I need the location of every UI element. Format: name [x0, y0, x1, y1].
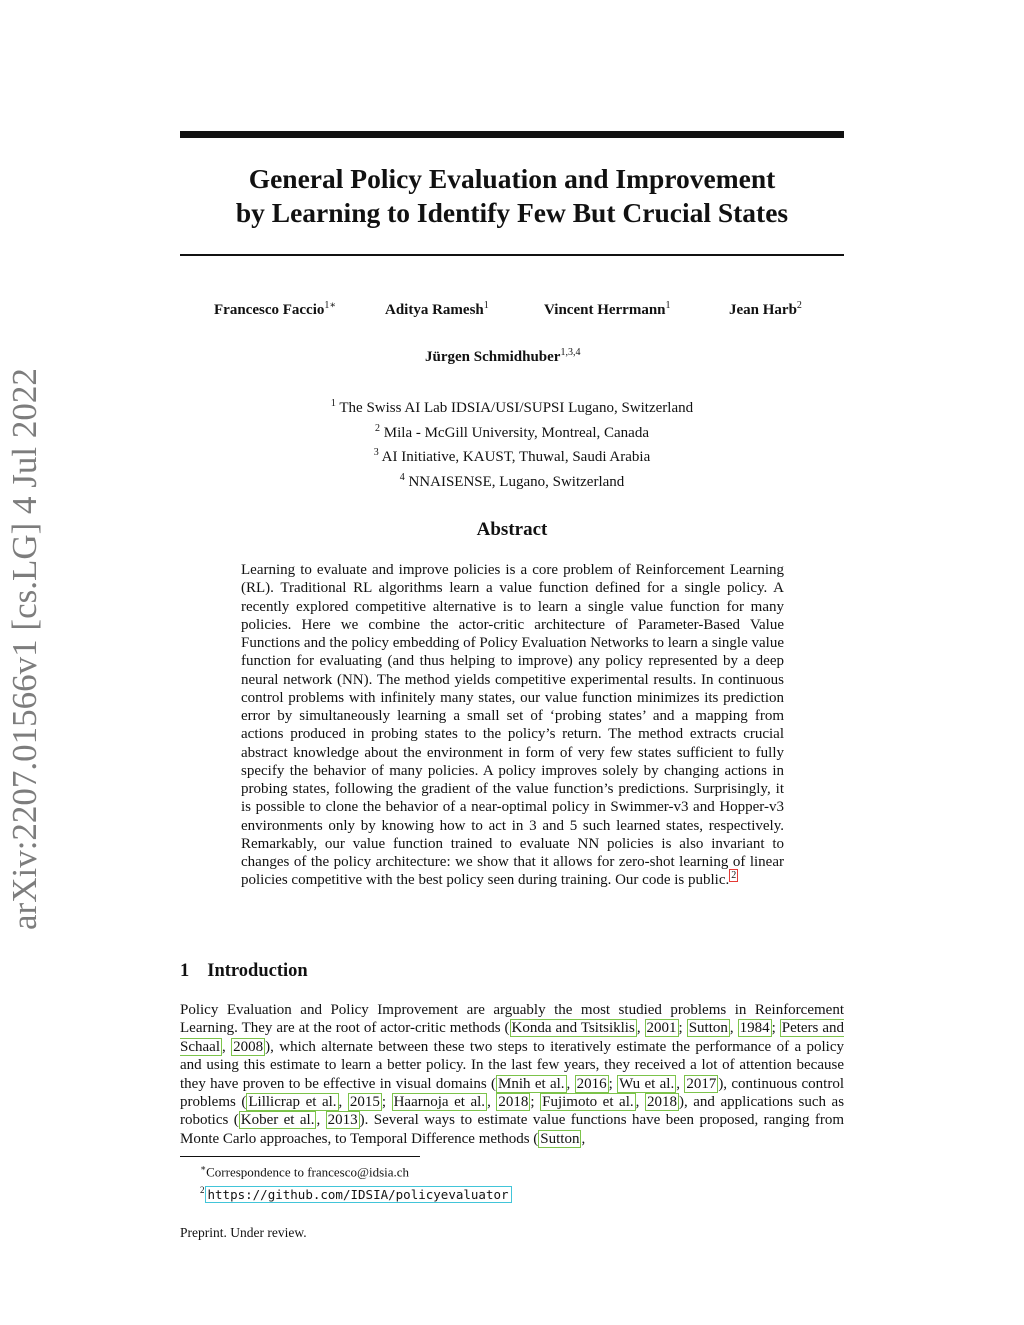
- section-title: Introduction: [207, 961, 308, 981]
- affil-text: The Swiss AI Lab IDSIA/USI/SUPSI Lugano, Switzerland: [339, 400, 694, 416]
- citation-year-link[interactable]: 2018: [646, 1094, 677, 1111]
- author-faccio: [214, 300, 336, 319]
- affiliation-1: [180, 394, 844, 419]
- citation-year-link[interactable]: 1984: [739, 1020, 770, 1037]
- footnote-code-url: [200, 1181, 512, 1203]
- affil-text: NNAISENSE, Lugano, Switzerland: [408, 473, 625, 490]
- title-rule-top: [180, 131, 844, 138]
- affil-num: 1: [330, 398, 336, 409]
- footnote-divider: [180, 1156, 420, 1157]
- author-herrmann: [544, 300, 671, 319]
- section-heading: [180, 961, 308, 982]
- intro-text: ), continuous control problems (: [180, 1075, 845, 1111]
- intro-sep: ,: [729, 1020, 738, 1037]
- affil-text: AI Initiative, KAUST, Thuwal, Saudi Arabia: [381, 449, 651, 465]
- abstract-text: Learning to evaluate and improve policies is a core problem of Reinforcement Learning (RL). Traditional RL algorithms learn a value function defined for a single policy. A recently explored competitive alternative is to learn a single value function for many policies. Here we combine the actor-critic architecture of Parameter-Based Value Functions and the policy embedding of Policy Evaluation Networks to learn a single value function for evaluating (and thus helping to improve) any policy represented by a deep neural network (NN). The method yields competitive experimental results. In continuous control problems with infinitely many states, our value function minimizes its prediction error by simultaneously learning a small set of ‘probing states’ and a mapping from actions produced in probing states to the policy’s return. The method extracts crucial abstract knowledge about the environment in form of very few states sufficient to fully specify the behavior of many policies. A policy improves solely by changing actions in probing states, following the gradient of the value function’s predictions. Surprisingly, it is possible to clone the behavior of a near-optimal policy in Swimmer-v3 and Hopper-v3 environments only by knowing how to act in 3 and 5 such learned states, respectively. Remarkably, our value function trained to evaluate NN policies is also invariant to changes of the policy architecture: we show that it allows for zero-shot learning of linear policies competitive with the best policy seen during training. Our code is public.: [241, 562, 784, 889]
- author-name: Vincent Herrmann: [544, 302, 666, 318]
- intro-sep: ,: [676, 1075, 685, 1092]
- preprint-note: Preprint. Under review.: [180, 1225, 307, 1240]
- author-schmidhuber: [425, 347, 580, 366]
- intro-sep: ,: [338, 1094, 348, 1111]
- intro-sep: ,: [221, 1038, 232, 1055]
- title-rule-bottom: [180, 254, 844, 256]
- citation-link[interactable]: Haarnoja et al.: [393, 1094, 486, 1111]
- affiliation-3: [180, 443, 844, 468]
- intro-text: Policy Evaluation and Policy Improvement are arguably the most studied problems in Reinforcement Learning. They are at the root of actor-critic methods (: [180, 1002, 844, 1037]
- citation-link[interactable]: Wu et al.: [619, 1075, 675, 1092]
- intro-text: ), and applications such as robotics (: [180, 1094, 845, 1129]
- affil-num: 3: [373, 447, 379, 458]
- author-affil-mark: 1∗: [324, 300, 337, 311]
- citation-link[interactable]: Lillicrap et al.: [248, 1094, 337, 1111]
- affil-text: Mila - McGill University, Montreal, Canada: [383, 424, 649, 441]
- intro-text: ). Several ways to estimate value functions have been proposed, ranging from Monte Carlo approaches, to Temporal Difference methods (: [180, 1112, 845, 1147]
- footnote-link-2[interactable]: 2: [731, 870, 737, 882]
- section-number: 1: [180, 961, 190, 981]
- author-affil-mark: 2: [796, 300, 802, 311]
- intro-sep: ,: [566, 1075, 575, 1092]
- author-affil-mark: 1: [483, 300, 489, 311]
- author-harb: [729, 300, 802, 319]
- paper-title: [180, 162, 844, 230]
- intro-sep: ;: [771, 1020, 780, 1037]
- affiliations: [180, 394, 844, 492]
- author-name: Jean Harb: [729, 302, 797, 318]
- affiliation-2: [180, 419, 844, 444]
- intro-sep: ;: [530, 1094, 541, 1111]
- affil-num: 2: [375, 422, 381, 434]
- author-name: Jürgen Schmidhuber: [425, 349, 561, 365]
- citation-link[interactable]: Fujimoto et al.: [542, 1094, 634, 1111]
- intro-sep: ;: [381, 1094, 392, 1111]
- citation-link[interactable]: Kober et al.: [240, 1112, 315, 1129]
- citation-year-link[interactable]: 2016: [576, 1075, 607, 1092]
- author-name: Francesco Faccio: [214, 302, 325, 318]
- title-line-1: General Policy Evaluation and Improvement: [248, 163, 776, 194]
- citation-link[interactable]: Sutton: [688, 1020, 728, 1037]
- affil-num: 4: [399, 471, 405, 483]
- intro-paragraph: [180, 1001, 844, 1148]
- footnotes: [200, 1159, 512, 1204]
- author-name: Aditya Ramesh: [385, 302, 484, 318]
- author-affil-mark: 1: [665, 300, 671, 311]
- citation-year-link[interactable]: 2013: [327, 1112, 358, 1129]
- author-affil-mark: 1,3,4: [560, 347, 581, 358]
- citation-year-link[interactable]: 2018: [498, 1094, 529, 1111]
- abstract-heading: Abstract: [476, 519, 548, 540]
- intro-sep: ;: [608, 1075, 618, 1092]
- citation-year-link[interactable]: 2001: [646, 1020, 677, 1037]
- intro-sep: ,: [316, 1112, 326, 1129]
- arxiv-stamp: arXiv:2207.01566v1 [cs.LG] 4 Jul 2022: [5, 368, 44, 930]
- citation-link[interactable]: Sutton: [540, 1130, 580, 1147]
- citation-year-link[interactable]: 2017: [686, 1075, 717, 1092]
- code-url-link[interactable]: https://github.com/IDSIA/policyevaluator: [205, 1186, 512, 1203]
- citation-link[interactable]: Konda and Tsitsiklis: [511, 1020, 635, 1037]
- intro-sep: ,: [487, 1094, 497, 1111]
- author-ramesh: [385, 300, 489, 319]
- citation-year-link[interactable]: 2015: [349, 1094, 380, 1111]
- title-line-2: by Learning to Identify Few But Crucial States: [235, 197, 789, 228]
- citation-year-link[interactable]: 2008: [233, 1038, 264, 1055]
- footnote-correspondence: [200, 1159, 512, 1181]
- affiliation-4: [180, 468, 844, 493]
- intro-sep: ;: [678, 1020, 687, 1037]
- intro-sep: ,: [635, 1094, 645, 1111]
- footnote-mark: ∗: [200, 1163, 207, 1173]
- footnote-text: Correspondence to francesco@idsia.ch: [206, 1164, 410, 1180]
- footnote-mark: 2: [200, 1185, 205, 1196]
- abstract-body: [241, 561, 784, 890]
- intro-text: ), which alternate between these two steps to iteratively estimate the performance of a policy and using this estimate to learn a better policy. In the last few years, they received a lot of attention because they have proven to be effective in visual domains (: [180, 1038, 844, 1092]
- citation-link[interactable]: Mnih et al.: [498, 1075, 565, 1092]
- intro-sep: ,: [581, 1130, 586, 1147]
- intro-sep: ,: [636, 1020, 645, 1037]
- citation-link[interactable]: Peters and Schaal: [180, 1020, 845, 1055]
